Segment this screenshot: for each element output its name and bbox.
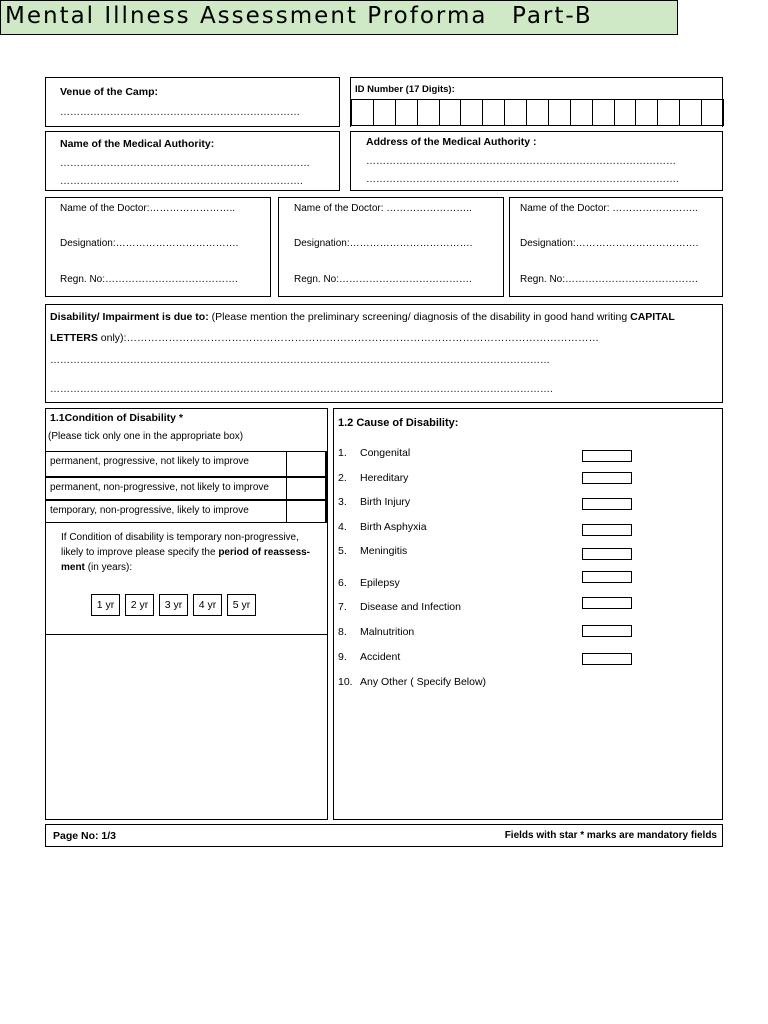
- id-digit-cell[interactable]: [702, 100, 723, 125]
- letters-word: LETTERS: [50, 332, 98, 344]
- disability-due-line-2: [50, 332, 718, 344]
- condition-option-3-label: temporary, non-progressive, likely to improve: [50, 505, 249, 516]
- doctor-2-section: [278, 197, 504, 297]
- doctor-1-section: [45, 197, 271, 297]
- medical-authority-name-field-1[interactable]: …………………………………………………………………: [60, 158, 310, 169]
- disability-due-label: Disability/ Impairment is due to:: [50, 311, 209, 323]
- cause-item-10-number: 10.: [338, 676, 353, 688]
- cause-item-7-label: Disease and Infection: [360, 601, 461, 613]
- disability-due-instruction: (Please mention the preliminary screening/ diagnosis of the disability in good hand writing: [211, 311, 628, 323]
- cause-item-1-checkbox[interactable]: [582, 450, 632, 462]
- reassessment-line-2: likely to improve please specify the period of reassess-: [61, 547, 311, 558]
- medical-authority-name-field-2[interactable]: ……………………………………………………………….: [60, 176, 303, 187]
- id-digit-cell[interactable]: [680, 100, 702, 125]
- doctor-1-name-field[interactable]: Name of the Doctor:……………………..: [60, 203, 236, 214]
- id-digit-cell[interactable]: [440, 100, 462, 125]
- cause-item-4-label: Birth Asphyxia: [360, 521, 427, 533]
- cause-item-2-number: 2.: [338, 472, 347, 484]
- disability-due-field-3[interactable]: …………………………………………………………………………………………………………………………………….: [50, 384, 553, 395]
- cause-item-4-number: 4.: [338, 521, 347, 533]
- cause-item-3-checkbox[interactable]: [582, 498, 632, 510]
- doctor-3-name-field[interactable]: Name of the Doctor: ……………………..: [520, 203, 698, 214]
- reassessment-line-3: ment (in years):: [61, 562, 133, 573]
- medical-authority-address-field-2[interactable]: ………………………………………………………………………………….: [366, 174, 679, 185]
- cause-item-9-label: Accident: [360, 651, 401, 663]
- doctor-2-designation-field[interactable]: Designation:……………………………….: [294, 238, 473, 249]
- cause-section: [333, 408, 723, 820]
- cause-item-8-label: Malnutrition: [360, 626, 415, 638]
- id-digit-cell[interactable]: [461, 100, 483, 125]
- venue-section: [45, 77, 340, 127]
- cause-item-1-number: 1.: [338, 447, 347, 459]
- id-number-cells[interactable]: [351, 99, 724, 126]
- cause-item-3-number: 3.: [338, 496, 347, 508]
- doctor-1-designation-field[interactable]: Designation:……………………………….: [60, 238, 239, 249]
- condition-option-1-label: permanent, progressive, not likely to improve: [50, 456, 249, 467]
- doctor-3-regn-field[interactable]: Regn. No:………………………………….: [520, 274, 698, 285]
- disability-due-line: [50, 311, 718, 323]
- id-digit-cell[interactable]: [374, 100, 396, 125]
- disability-due-field-1[interactable]: only):………………………………………………………………………………………………………………………: [100, 332, 599, 344]
- cause-item-4-checkbox[interactable]: [582, 524, 632, 536]
- cause-item-5-checkbox[interactable]: [582, 548, 632, 560]
- id-digit-cell[interactable]: [418, 100, 440, 125]
- condition-option-1: [45, 451, 327, 477]
- doctor-1-regn-field[interactable]: Regn. No:………………………………….: [60, 274, 238, 285]
- doctor-2-name-field[interactable]: Name of the Doctor: ……………………..: [294, 203, 472, 214]
- cause-item-2-checkbox[interactable]: [582, 472, 632, 484]
- doctor-3-designation-field[interactable]: Designation:……………………………….: [520, 238, 699, 249]
- reassess-1-yr[interactable]: 1 yr: [91, 594, 120, 616]
- condition-option-3-checkbox[interactable]: [286, 500, 326, 523]
- reassessment-line-1: If Condition of disability is temporary non-progressive,: [61, 532, 299, 543]
- cause-item-9-checkbox[interactable]: [582, 653, 632, 665]
- mandatory-note: Fields with star * marks are mandatory fields: [504, 830, 717, 841]
- id-digit-cell[interactable]: [527, 100, 549, 125]
- id-number-label: ID Number (17 Digits):: [355, 84, 455, 95]
- condition-heading: 1.1Condition of Disability *: [50, 412, 184, 424]
- id-digit-cell[interactable]: [636, 100, 658, 125]
- reassess-2-yr[interactable]: 2 yr: [125, 594, 154, 616]
- disability-cause-section: [45, 304, 723, 403]
- id-digit-cell[interactable]: [593, 100, 615, 125]
- medical-authority-name-label: Name of the Medical Authority:: [60, 138, 215, 150]
- venue-label: Venue of the Camp:: [60, 86, 159, 98]
- medical-authority-address-label: Address of the Medical Authority :: [366, 136, 537, 148]
- cause-item-6-checkbox[interactable]: [582, 571, 632, 583]
- medical-authority-name-section: [45, 131, 340, 191]
- doctor-3-section: [509, 197, 723, 297]
- cause-item-7-checkbox[interactable]: [582, 597, 632, 609]
- disability-due-field-2[interactable]: ……………………………………………………………………………………………………………………………………: [50, 355, 550, 366]
- reassess-3-yr[interactable]: 3 yr: [159, 594, 188, 616]
- condition-option-3: [45, 500, 327, 523]
- cause-item-8-checkbox[interactable]: [582, 625, 632, 637]
- condition-option-1-checkbox[interactable]: [286, 451, 326, 477]
- id-digit-cell[interactable]: [658, 100, 680, 125]
- condition-divider: [45, 634, 328, 635]
- page-title: Mental Illness Assessment Proforma: [5, 3, 488, 29]
- capital-word: CAPITAL: [630, 311, 675, 323]
- id-digit-cell[interactable]: [483, 100, 505, 125]
- cause-item-5-number: 5.: [338, 545, 347, 557]
- id-digit-cell[interactable]: [615, 100, 637, 125]
- id-digit-cell[interactable]: [505, 100, 527, 125]
- cause-item-10-label: Any Other ( Specify Below): [360, 676, 487, 688]
- cause-item-7-number: 7.: [338, 601, 347, 613]
- cause-item-9-number: 9.: [338, 651, 347, 663]
- reassessment-text: [61, 530, 323, 575]
- cause-item-6-number: 6.: [338, 577, 347, 589]
- title-bar: [0, 0, 678, 35]
- cause-item-5-label: Meningitis: [360, 545, 408, 557]
- condition-option-2-checkbox[interactable]: [286, 477, 326, 500]
- condition-note: (Please tick only one in the appropriate box): [48, 431, 244, 442]
- venue-field[interactable]: ………………………………………………………………: [60, 107, 300, 118]
- part-label: Part-B: [512, 3, 593, 29]
- medical-authority-address-section: [350, 131, 723, 191]
- id-digit-cell[interactable]: [549, 100, 571, 125]
- footer-bar: [45, 824, 723, 847]
- cause-item-2-label: Hereditary: [360, 472, 409, 484]
- medical-authority-address-field-1[interactable]: …………………………………………………………………………………: [366, 156, 676, 167]
- reassess-4-yr[interactable]: 4 yr: [193, 594, 222, 616]
- cause-item-3-label: Birth Injury: [360, 496, 411, 508]
- id-digit-cell[interactable]: [571, 100, 593, 125]
- cause-heading: 1.2 Cause of Disability:: [338, 417, 459, 429]
- id-digit-cell[interactable]: [352, 100, 374, 125]
- condition-option-2: [45, 477, 327, 500]
- cause-item-6-label: Epilepsy: [360, 577, 400, 589]
- id-digit-cell[interactable]: [396, 100, 418, 125]
- cause-item-1-label: Congenital: [360, 447, 411, 459]
- reassess-5-yr[interactable]: 5 yr: [227, 594, 256, 616]
- condition-option-2-label: permanent, non-progressive, not likely to improve: [50, 482, 269, 493]
- doctor-2-regn-field[interactable]: Regn. No:………………………………….: [294, 274, 472, 285]
- cause-item-8-number: 8.: [338, 626, 347, 638]
- page-number: Page No: 1/3: [53, 830, 117, 842]
